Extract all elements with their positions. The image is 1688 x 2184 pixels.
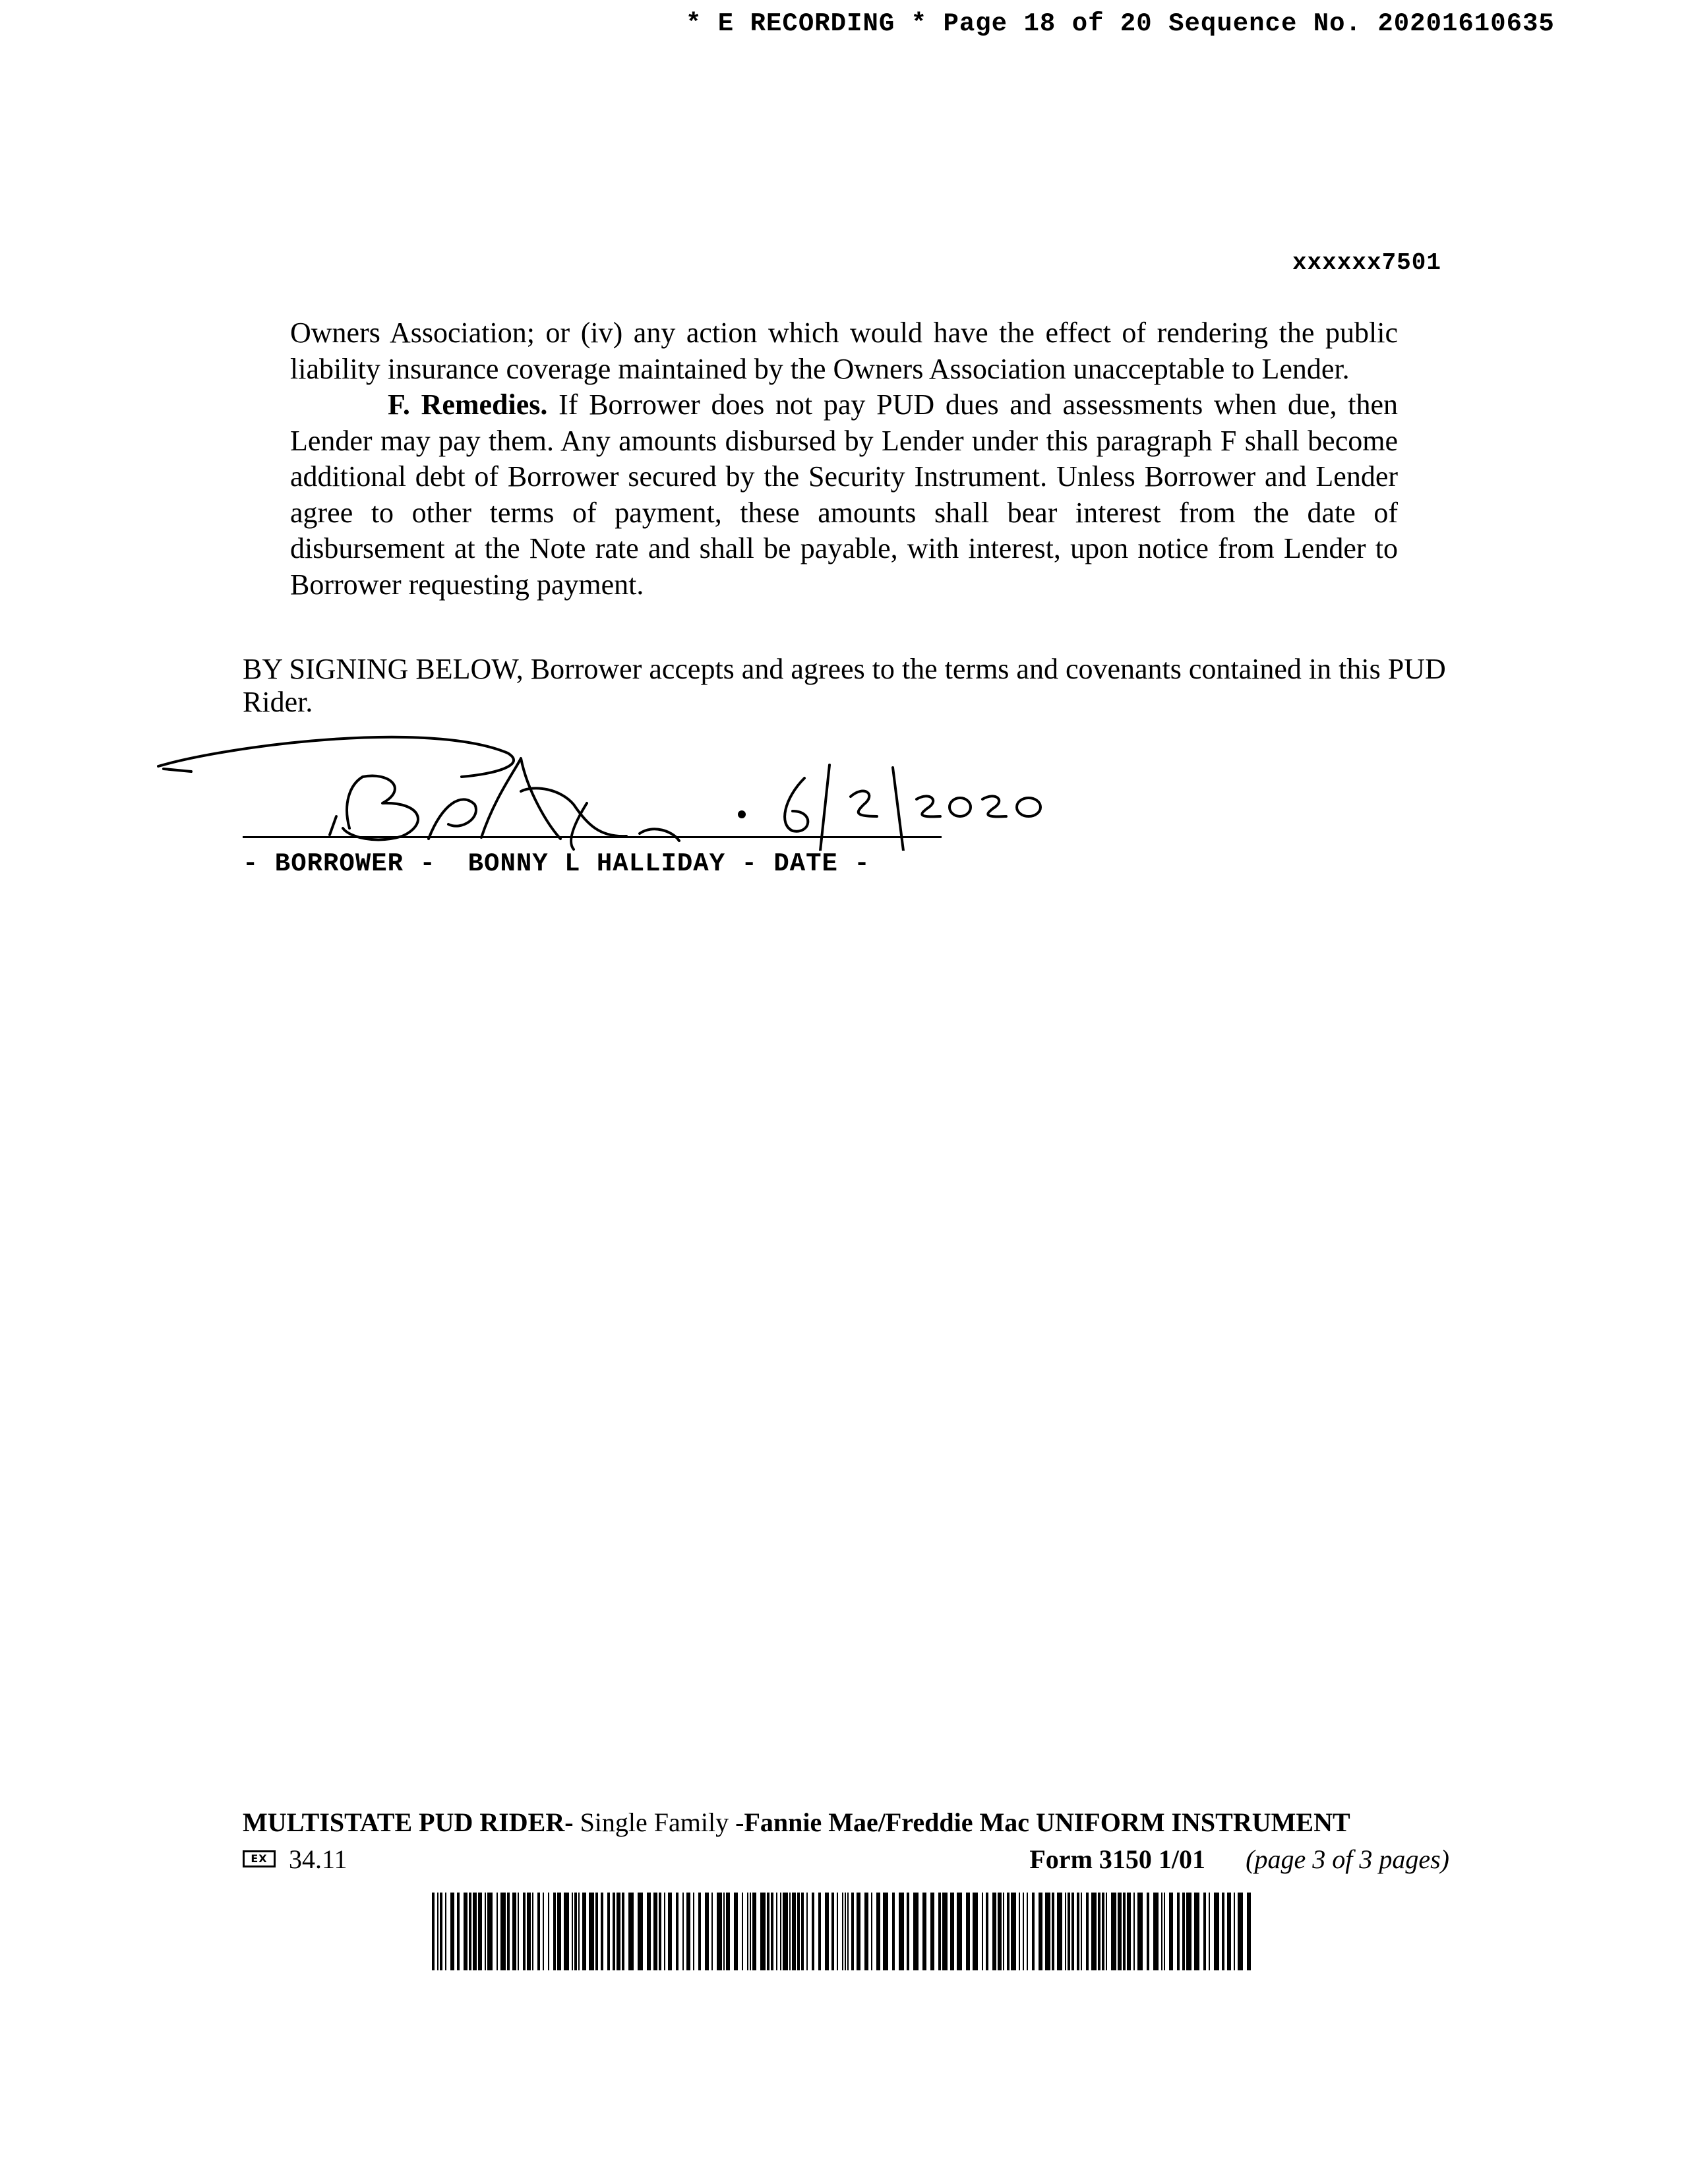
barcode-bar bbox=[747, 1893, 748, 1970]
barcode-bar bbox=[523, 1893, 526, 1970]
barcode-bar bbox=[1169, 1893, 1173, 1970]
barcode-bar bbox=[842, 1893, 843, 1970]
barcode-bar bbox=[1077, 1893, 1079, 1970]
barcode-bar bbox=[876, 1893, 880, 1970]
barcode-bar bbox=[601, 1893, 603, 1970]
barcode-bar bbox=[457, 1893, 460, 1970]
form-number: Form 3150 1/01 bbox=[1029, 1844, 1205, 1874]
barcode-bar bbox=[1164, 1893, 1165, 1970]
barcode-bar bbox=[1019, 1893, 1020, 1970]
barcode-bar bbox=[864, 1893, 868, 1970]
barcode-bar bbox=[548, 1893, 549, 1970]
barcode-bar bbox=[1127, 1893, 1131, 1970]
form-title bbox=[243, 1807, 1416, 1838]
barcode-bar bbox=[686, 1893, 690, 1970]
barcode-bar bbox=[723, 1893, 725, 1970]
barcode-bar bbox=[1133, 1893, 1135, 1970]
barcode-bar bbox=[512, 1893, 516, 1970]
barcode-bar bbox=[1247, 1893, 1251, 1970]
barcode-bar bbox=[1137, 1893, 1143, 1970]
barcode-bar bbox=[1234, 1893, 1235, 1970]
barcode-bar bbox=[899, 1893, 904, 1970]
barcode-bar bbox=[847, 1893, 849, 1970]
form-title-family: Single Family - bbox=[573, 1807, 744, 1837]
barcode-bar bbox=[628, 1893, 634, 1970]
barcode-bar bbox=[693, 1893, 694, 1970]
barcode-bar bbox=[742, 1893, 743, 1970]
paragraph-remedies bbox=[290, 387, 1398, 603]
form-title-rider: MULTISTATE PUD RIDER- bbox=[243, 1807, 574, 1837]
barcode-bar bbox=[432, 1893, 435, 1970]
barcode-bar bbox=[1039, 1893, 1042, 1970]
barcode-bar bbox=[518, 1893, 519, 1970]
barcode-bar bbox=[1209, 1893, 1210, 1970]
barcode-bar bbox=[789, 1893, 791, 1970]
barcode-bar bbox=[1186, 1893, 1191, 1970]
barcode-bar bbox=[942, 1893, 948, 1970]
barcode-bar bbox=[1032, 1893, 1035, 1970]
barcode-bar bbox=[487, 1893, 493, 1970]
barcode-bar bbox=[527, 1893, 531, 1970]
barcode-bar bbox=[507, 1893, 510, 1970]
barcode-bar bbox=[825, 1893, 829, 1970]
barcode-bar bbox=[1123, 1893, 1126, 1970]
barcode-bar bbox=[913, 1893, 919, 1970]
barcode-bar bbox=[617, 1893, 620, 1970]
barcode-bar bbox=[647, 1893, 651, 1970]
barcode-bar bbox=[653, 1893, 657, 1970]
barcode-bar bbox=[469, 1893, 471, 1970]
barcode-bar bbox=[698, 1893, 701, 1970]
barcode-bar bbox=[982, 1893, 983, 1970]
remedies-text: If Borrower does not pay PUD dues and assessments when due, then Lender may pay them. Any amounts disbursed by Lender under this paragraph F shall become additional debt of Borrower secured by the Security Instrument. Unless Borrower and Lender agree to other terms of payment, these amounts shall bear interest from the date of disbursement at the Note rate and shall be payable, with interest, upon notice from Lender to Borrower requesting payment. bbox=[290, 388, 1399, 601]
barcode-bar bbox=[1118, 1893, 1122, 1970]
barcode-bar bbox=[572, 1893, 573, 1970]
barcode-bar bbox=[726, 1893, 730, 1970]
barcode-bar bbox=[564, 1893, 569, 1970]
barcode-bar bbox=[1091, 1893, 1097, 1970]
barcode-bar bbox=[857, 1893, 860, 1970]
barcode-bar bbox=[1065, 1893, 1066, 1970]
paragraph-continuation: Owners Association; or (iv) any action which would have the effect of rendering the public liability insurance coverage maintained by the Owners Association unacceptable to Lender. bbox=[290, 317, 1398, 385]
barcode-bar bbox=[776, 1893, 777, 1970]
barcode-bar bbox=[792, 1893, 796, 1970]
barcode-bar bbox=[553, 1893, 556, 1970]
barcode-bar bbox=[557, 1893, 561, 1970]
barcode-bar bbox=[1052, 1893, 1054, 1970]
barcode-bar bbox=[1081, 1893, 1082, 1970]
barcode-bar bbox=[845, 1893, 846, 1970]
barcode-bar bbox=[711, 1893, 713, 1970]
recording-stamp: * E RECORDING * Page 18 of 20 Sequence No. 20201610635 bbox=[686, 9, 1555, 38]
barcode-bar bbox=[907, 1893, 909, 1970]
barcode-bar bbox=[973, 1893, 978, 1970]
barcode-bar bbox=[1203, 1893, 1206, 1970]
barcode-bar bbox=[1098, 1893, 1100, 1970]
barcode-bar bbox=[892, 1893, 895, 1970]
software-logo: EX bbox=[243, 1850, 276, 1867]
barcode-bar bbox=[812, 1893, 814, 1970]
barcode-bar bbox=[1222, 1893, 1224, 1970]
barcode-bar bbox=[1153, 1893, 1159, 1970]
barcode-bar bbox=[622, 1893, 624, 1970]
barcode-bar bbox=[1106, 1893, 1107, 1970]
barcode-bar bbox=[922, 1893, 926, 1970]
barcode-bar bbox=[998, 1893, 1002, 1970]
barcode-bar bbox=[837, 1893, 838, 1970]
rider-body bbox=[290, 315, 1398, 603]
document-barcode bbox=[432, 1893, 1256, 1970]
barcode-bar bbox=[806, 1893, 808, 1970]
handwritten-signature bbox=[152, 725, 1101, 851]
barcode-bar bbox=[780, 1893, 781, 1970]
barcode-bar bbox=[883, 1893, 888, 1970]
form-code-row bbox=[243, 1844, 1449, 1877]
barcode-bar bbox=[664, 1893, 665, 1970]
barcode-bar bbox=[1057, 1893, 1062, 1970]
barcode-bar bbox=[1045, 1893, 1050, 1970]
barcode-bar bbox=[578, 1893, 580, 1970]
barcode-bar bbox=[450, 1893, 454, 1970]
barcode-bar bbox=[1227, 1893, 1231, 1970]
signing-statement: BY SIGNING BELOW, Borrower accepts and agrees to the terms and covenants contained in this PUD Rider. bbox=[243, 653, 1446, 718]
barcode-bar bbox=[783, 1893, 788, 1970]
barcode-bar bbox=[1003, 1893, 1004, 1970]
barcode-bar bbox=[957, 1893, 962, 1970]
barcode-bar bbox=[1214, 1893, 1219, 1970]
barcode-bar bbox=[1011, 1893, 1016, 1970]
barcode-bar bbox=[871, 1893, 872, 1970]
barcode-bar bbox=[760, 1893, 766, 1970]
barcode-bar bbox=[1147, 1893, 1149, 1970]
barcode-bar bbox=[1068, 1893, 1070, 1970]
barcode-bar bbox=[818, 1893, 821, 1970]
loan-number: xxxxxx7501 bbox=[1292, 249, 1441, 276]
barcode-bar bbox=[1086, 1893, 1089, 1970]
barcode-bar bbox=[445, 1893, 446, 1970]
barcode-bar bbox=[682, 1893, 684, 1970]
barcode-bar bbox=[1161, 1893, 1162, 1970]
barcode-bar bbox=[1238, 1893, 1243, 1970]
barcode-bar bbox=[1007, 1893, 1010, 1970]
barcode-bar bbox=[966, 1893, 970, 1970]
barcode-bar bbox=[930, 1893, 934, 1970]
barcode-bar bbox=[797, 1893, 800, 1970]
barcode-bar bbox=[537, 1893, 540, 1970]
barcode-bar bbox=[771, 1893, 773, 1970]
barcode-bar bbox=[543, 1893, 544, 1970]
signature-caption: - BORROWER - BONNY L HALLIDAY - DATE - bbox=[243, 849, 870, 878]
barcode-bar bbox=[659, 1893, 661, 1970]
barcode-bar bbox=[613, 1893, 615, 1970]
barcode-bar bbox=[589, 1893, 594, 1970]
barcode-bar bbox=[801, 1893, 804, 1970]
version-number: 34.11 bbox=[289, 1844, 347, 1874]
barcode-bar bbox=[595, 1893, 598, 1970]
barcode-bar bbox=[1023, 1893, 1024, 1970]
barcode-bar bbox=[831, 1893, 834, 1970]
barcode-bar bbox=[500, 1893, 506, 1970]
page-indicator: (page 3 of 3 pages) bbox=[1246, 1844, 1449, 1874]
barcode-bar bbox=[1177, 1893, 1180, 1970]
barcode-bar bbox=[464, 1893, 467, 1970]
barcode-bar bbox=[767, 1893, 769, 1970]
barcode-bar bbox=[497, 1893, 498, 1970]
barcode-bar bbox=[437, 1893, 438, 1970]
barcode-bar bbox=[1194, 1893, 1199, 1970]
barcode-bar bbox=[1102, 1893, 1104, 1970]
barcode-bar bbox=[485, 1893, 486, 1970]
barcode-bar bbox=[582, 1893, 586, 1970]
barcode-bar bbox=[676, 1893, 678, 1970]
barcode-bar bbox=[440, 1893, 442, 1970]
barcode-bar bbox=[938, 1893, 941, 1970]
barcode-bar bbox=[851, 1893, 854, 1970]
barcode-bar bbox=[532, 1893, 533, 1970]
barcode-bar bbox=[478, 1893, 482, 1970]
barcode-bar bbox=[950, 1893, 954, 1970]
barcode-bar bbox=[717, 1893, 722, 1970]
barcode-bar bbox=[734, 1893, 738, 1970]
barcode-bar bbox=[1182, 1893, 1185, 1970]
barcode-bar bbox=[986, 1893, 988, 1970]
barcode-bar bbox=[668, 1893, 672, 1970]
barcode-bar bbox=[607, 1893, 610, 1970]
barcode-bar bbox=[638, 1893, 643, 1970]
remedies-heading: F. Remedies. bbox=[388, 388, 548, 421]
barcode-bar bbox=[750, 1893, 751, 1970]
barcode-bar bbox=[752, 1893, 756, 1970]
barcode-bar bbox=[992, 1893, 996, 1970]
barcode-bar bbox=[473, 1893, 477, 1970]
barcode-bar bbox=[1071, 1893, 1074, 1970]
form-title-instrument: Fannie Mae/Freddie Mac UNIFORM INSTRUMENT bbox=[744, 1807, 1350, 1837]
barcode-bar bbox=[1111, 1893, 1116, 1970]
signature-line bbox=[243, 836, 942, 838]
barcode-bar bbox=[574, 1893, 577, 1970]
barcode-bar bbox=[1027, 1893, 1028, 1970]
barcode-bar bbox=[705, 1893, 709, 1970]
